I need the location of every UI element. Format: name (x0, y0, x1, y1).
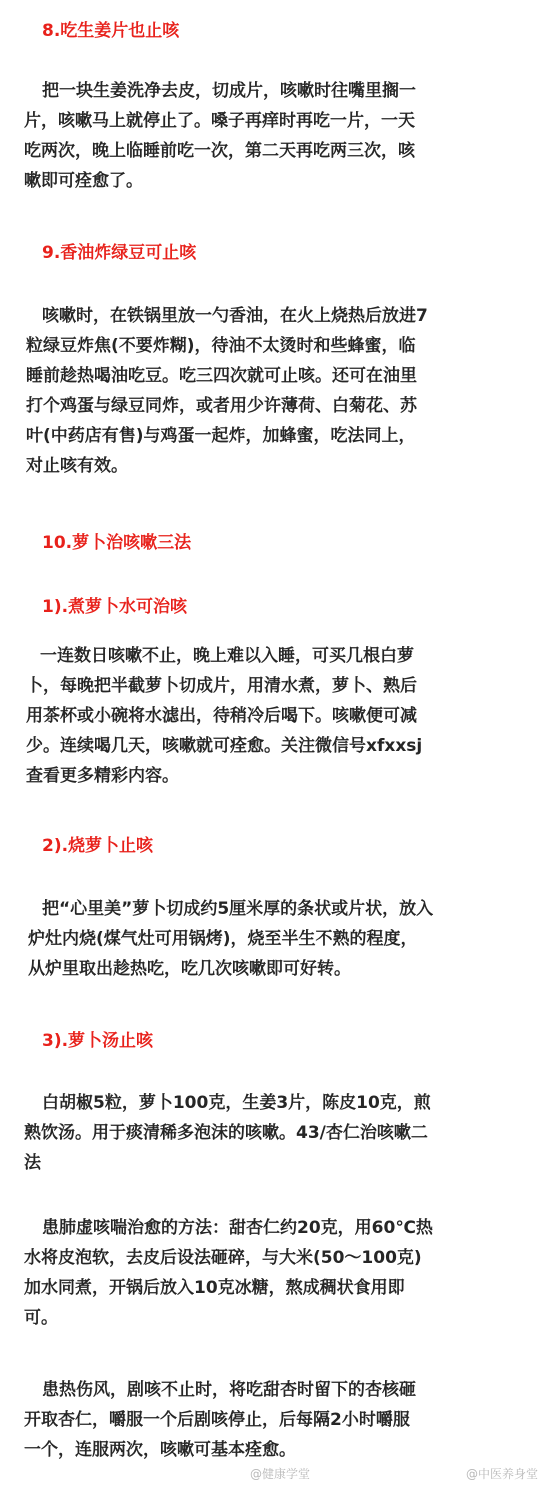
subsection-10-3-paragraph (24, 1088, 552, 1178)
paragraph-line: 法 (24, 1153, 41, 1173)
section-heading-9: 9.香油炸绿豆可止咳 (42, 243, 197, 263)
section-8-paragraph (24, 76, 552, 196)
paragraph-line: 嗽即可痊愈了。 (24, 171, 143, 191)
section-heading-8: 8.吃生姜片也止咳 (42, 21, 180, 41)
paragraph-line: 患热伤风，剧咳不止时，将吃甜杏时留下的杏核砸 (42, 1380, 416, 1400)
almond-method-2-paragraph (24, 1375, 552, 1465)
almond-method-1-paragraph (24, 1213, 552, 1333)
paragraph-line: 水将皮泡软，去皮后设法砸碎，与大米(50～100克) (24, 1248, 422, 1268)
section-9-paragraph (26, 301, 552, 481)
paragraph-line: 可。 (24, 1308, 58, 1328)
paragraph-line: 咳嗽时，在铁锅里放一勺香油，在火上烧热后放进7 (42, 306, 428, 326)
paragraph-line: 加水同煮，开锅后放入10克冰糖，熬成稠状食用即 (24, 1278, 405, 1298)
paragraph-line: 片，咳嗽马上就停止了。嗓子再痒时再吃一片，一天 (24, 111, 415, 131)
paragraph-line: 查看更多精彩内容。 (26, 766, 179, 786)
paragraph-line: 吃两次，晚上临睡前吃一次，第二天再吃两三次，咳 (24, 141, 415, 161)
paragraph-line: 熟饮汤。用于痰清稀多泡沫的咳嗽。43/杏仁治咳嗽二 (24, 1123, 428, 1143)
paragraph-line: 白胡椒5粒，萝卜100克，生姜3片，陈皮10克，煎 (42, 1093, 431, 1113)
subsection-10-2-paragraph (28, 894, 552, 984)
paragraph-line: 睡前趁热喝油吃豆。吃三四次就可止咳。还可在油里 (26, 366, 417, 386)
section-heading-10: 10.萝卜治咳嗽三法 (42, 533, 192, 553)
subsection-heading-10-1: 1).煮萝卜水可治咳 (42, 597, 188, 617)
paragraph-line: 打个鸡蛋与绿豆同炸，或者用少许薄荷、白菊花、苏 (26, 396, 417, 416)
paragraph-line: 用茶杯或小碗将水滤出，待稍冷后喝下。咳嗽便可减 (26, 706, 417, 726)
paragraph-line: 从炉里取出趁热吃，吃几次咳嗽即可好转。 (28, 959, 351, 979)
paragraph-line: 一个，连服两次，咳嗽可基本痊愈。 (24, 1440, 296, 1460)
subsection-10-1-paragraph (26, 641, 552, 791)
subsection-heading-10-2: 2).烧萝卜止咳 (42, 836, 154, 856)
subsection-heading-10-3: 3).萝卜汤止咳 (42, 1031, 154, 1051)
paragraph-line: 一连数日咳嗽不止，晚上难以入睡，可买几根白萝 (40, 646, 414, 666)
paragraph-line: 卜，每晚把半截萝卜切成片，用清水煮，萝卜、熟后 (26, 676, 417, 696)
watermark-center: @健康学堂 (250, 1467, 311, 1481)
paragraph-line: 少。连续喝几天，咳嗽就可痊愈。关注微信号xfxxsj (26, 736, 423, 756)
paragraph-line: 粒绿豆炸焦(不要炸糊)，待油不太烫时和些蜂蜜，临 (26, 336, 416, 356)
paragraph-line: 叶(中药店有售)与鸡蛋一起炸，加蜂蜜，吃法同上， (26, 426, 416, 446)
paragraph-line: 把“心里美”萝卜切成约5厘米厚的条状或片状，放入 (42, 899, 434, 919)
paragraph-line: 开取杏仁，嚼服一个后剧咳停止，后每隔2小时嚼服 (24, 1410, 410, 1430)
paragraph-line: 炉灶内烧(煤气灶可用锅烤)，烧至半生不熟的程度， (28, 929, 418, 949)
paragraph-line: 对止咳有效。 (26, 456, 128, 476)
paragraph-line: 把一块生姜洗净去皮，切成片，咳嗽时往嘴里搁一 (42, 81, 416, 101)
watermark-right: @中医养身堂 (466, 1467, 539, 1481)
paragraph-line: 患肺虚咳喘治愈的方法：甜杏仁约20克，用60℃热 (42, 1218, 433, 1238)
